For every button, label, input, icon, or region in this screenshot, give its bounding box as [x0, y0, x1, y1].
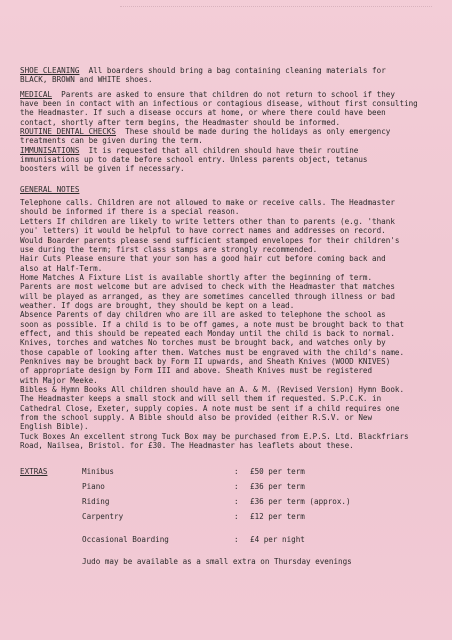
text-line: boosters will be given if necessary. [20, 164, 185, 174]
text-line: All boarders should bring a bag containing cleaning materials for [88, 66, 386, 75]
extra-name: Minibus [82, 467, 115, 477]
text-line: Letters If children are likely to write letters other than to parents (e.g. 'thank [20, 216, 395, 226]
text-line: the Headmaster. If such a disease occurs at home, or where there could have been [20, 108, 386, 118]
faint-header-marks [120, 6, 432, 17]
document-body [20, 66, 440, 567]
heading-extras: EXTRAS [20, 467, 48, 477]
extra-price: £36 per term [250, 482, 305, 492]
text-line: you' letters) it would be helpful to have correct names and addresses on record. [20, 226, 386, 236]
text-line: weather. If dogs are brought, they should be kept on a lead. [20, 300, 295, 310]
section-extras [20, 464, 440, 566]
text-line: Hair Cuts Please ensure that your son has a good hair cut before coming back and [20, 254, 386, 264]
text-line: It is requested that all children should have their routine [88, 145, 359, 155]
section-medical [20, 90, 440, 127]
text-line: Parents are asked to ensure that children do not return to school if they [61, 89, 395, 99]
text-line: those capable of looking after them. Watches must be engraved with the child's name. [20, 347, 405, 357]
text-line: use during the term; first class stamps are strongly recommended. [20, 244, 318, 254]
text-line: Would Boarder parents please send sufficient stamped envelopes for their children's [20, 235, 400, 245]
extra-price: £36 per term (approx.) [250, 497, 351, 507]
text-line: also at Half-Term. [20, 263, 103, 273]
text-line: Penknives may be brought back by Form II upwards, and Sheath Knives (WOOD KNIVES) [20, 356, 391, 366]
text-line: of appropriate design by Form III and above. Sheath Knives must be registered [20, 366, 373, 376]
extra-name: Occasional Boarding [82, 535, 169, 545]
text-line: BLACK, BROWN and WHITE shoes. [20, 75, 153, 85]
section-general-notes [20, 185, 440, 451]
text-line: treatments can be given during the term. [20, 136, 203, 146]
text-line: soon as possible. If a child is to be off games, a note must be brought back to that [20, 319, 405, 329]
text-line: Parents are most welcome but are advised to check with the Headmaster that matches [20, 282, 395, 292]
text-line: The Headmaster keeps a small stock and will sell them if requested. S.P.C.K. in [20, 394, 382, 404]
text-line: Road, Nailsea, Bristol. for £30. The Headmaster has leaflets about these. [20, 441, 354, 451]
heading-shoe-cleaning: SHOE CLEANING [20, 66, 80, 75]
text-line: English Bible). [20, 422, 89, 432]
extras-row: Occasional Boarding : £4 per night [20, 532, 440, 547]
extras-row: Carpentry : £12 per term [20, 509, 440, 524]
text-line: with Major Meeke. [20, 375, 98, 385]
text-line: Bibles & Hymn Books All children should have an A. & M. (Revised Version) Hymn Book. [20, 385, 405, 394]
text-line: Absence Parents of day children who are ill are asked to telephone the school as [20, 310, 386, 320]
text-line: Home Matches A Fixture List is available shortly after the beginning of term. [20, 272, 373, 282]
extra-price: £12 per term [250, 512, 305, 522]
extras-row: Piano : £36 per term [20, 479, 440, 494]
extra-price: £4 per night [250, 535, 305, 545]
extra-name: Piano [82, 482, 105, 492]
text-line: Tuck Boxes An excellent strong Tuck Box may be purchased from E.P.S. Ltd. Blackfriars [20, 431, 409, 441]
extras-row: EXTRAS Minibus : £50 per term [20, 464, 440, 479]
heading-medical: MEDICAL [20, 89, 53, 99]
heading-immunisations: IMMUNISATIONS [20, 145, 80, 155]
text-line: These should be made during the holidays as only emergency [125, 127, 391, 137]
heading-general-notes: GENERAL NOTES [20, 184, 80, 194]
text-line: have been in contact with an infectious or contagious disease, without first consulting [20, 99, 418, 109]
text-line: should be informed if there is a special reason. [20, 207, 240, 217]
text-line: contact, shortly after term begins, the Headmaster should be informed. [20, 117, 341, 127]
text-line: effect, and this should be repeated each Monday until the child is back to normal. [20, 328, 395, 338]
extra-price: £50 per term [250, 467, 305, 477]
heading-dental: ROUTINE DENTAL CHECKS [20, 127, 117, 137]
text-line: immunisations up to date before school entry. Unless parents object, tetanus [20, 155, 368, 165]
text-line: Telephone calls. Children are not allowed to make or receive calls. The Headmaster [20, 198, 395, 208]
text-line: Knives, torches and watches No torches must be brought back, and watches only by [20, 338, 386, 348]
extra-name: Carpentry [82, 512, 124, 522]
extra-name: Riding [82, 497, 110, 507]
section-immunisations [20, 146, 440, 174]
text-line: Cathedral Close, Exeter, supply copies. A note must be sent if a child requires one [20, 403, 400, 413]
section-shoe-cleaning [20, 66, 440, 85]
text-line: will be played as arranged, as they are sometimes cancelled through illness or bad [20, 291, 395, 301]
extras-note: Judo may be available as a small extra on Thursday evenings [82, 557, 352, 567]
text-line: from the school supply. A Bible should also be provided (either R.S.V. or New [20, 413, 373, 423]
extras-row: Riding : £36 per term (approx.) [20, 494, 440, 509]
section-dental [20, 127, 440, 146]
